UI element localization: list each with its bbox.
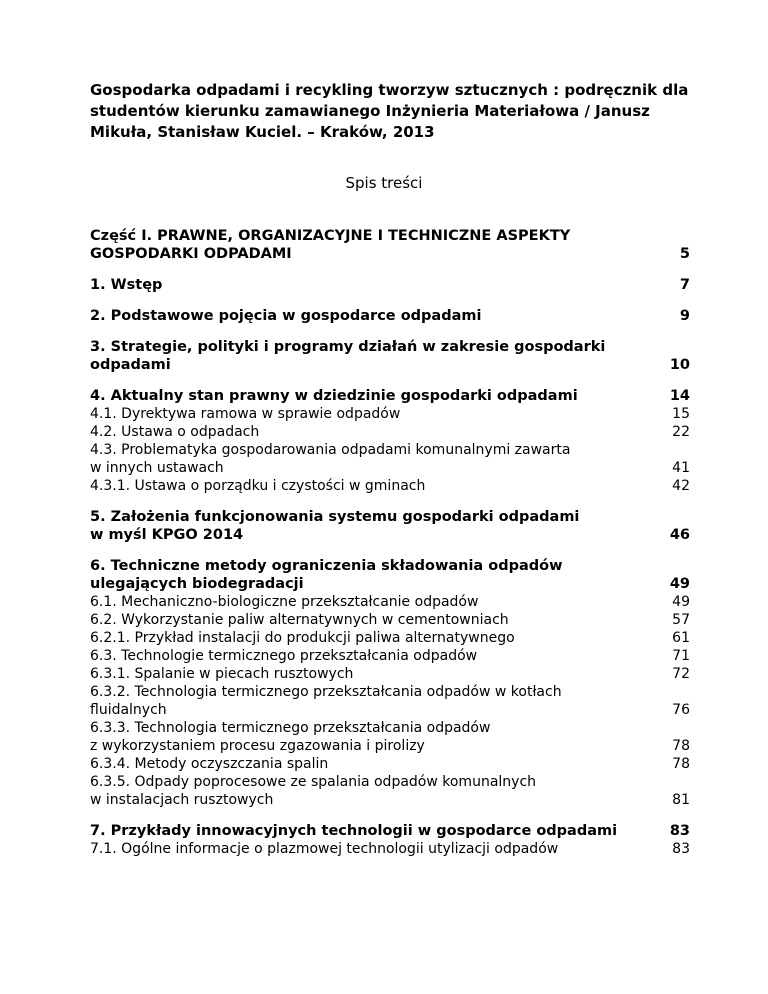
subsection-title-line: 6.2. Wykorzystanie paliw alternatywnych w cementowniach [90, 612, 509, 628]
bibliographic-line: Gospodarka odpadami i recykling tworzyw sztucznych : podręcznik dla [90, 81, 689, 99]
chapter-page-number: 10 [669, 357, 690, 373]
toc-entry [90, 307, 690, 325]
chapter-page-number: 46 [669, 527, 690, 543]
chapter-title-line: Część I. PRAWNE, ORGANIZACYJNE I TECHNICZNE ASPEKTY [90, 228, 571, 244]
toc-entry-pages [630, 508, 690, 544]
chapter-title-line: 2. Podstawowe pojęcia w gospodarce odpadami [90, 308, 482, 324]
toc-entry-titles [90, 227, 620, 263]
page-spacer [630, 227, 690, 245]
subsection-page-number: 81 [672, 792, 690, 808]
toc-entry-pages [630, 387, 690, 495]
chapter-page-number: 5 [679, 246, 690, 262]
toc-entry-titles [90, 338, 620, 374]
toc-entry-pages [630, 307, 690, 325]
chapter-title-line: 6. Techniczne metody ograniczenia składowania odpadów [90, 558, 563, 574]
chapter-page-number: 83 [669, 823, 690, 839]
toc-entry-titles [90, 387, 620, 495]
subsection-page-number: 57 [672, 612, 690, 628]
subsection-title-line: 7.1. Ogólne informacje o plazmowej technologii utylizacji odpadów [90, 841, 559, 857]
toc-entry [90, 557, 690, 809]
subsection-page-number: 71 [672, 648, 690, 664]
toc-entry-titles [90, 276, 620, 294]
subsection-page-number: 42 [672, 478, 690, 494]
toc-entry [90, 227, 690, 263]
subsection-title-line: 4.2. Ustawa o odpadach [90, 424, 260, 440]
subsection-page-number: 83 [672, 841, 690, 857]
toc-entry-pages [630, 338, 690, 374]
subsection-title-line: 4.3.1. Ustawa o porządku i czystości w gminach [90, 478, 426, 494]
toc-entry-titles [90, 822, 620, 858]
subsection-page-number: 72 [672, 666, 690, 682]
toc-entry [90, 508, 690, 544]
subsection-title-line: 6.3.3. Technologia termicznego przekształcania odpadów [90, 720, 491, 736]
page-spacer [630, 719, 690, 737]
toc-entry [90, 387, 690, 495]
chapter-page-number: 14 [669, 388, 690, 404]
subsection-title-line: w innych ustawach [90, 460, 224, 476]
subsection-title-line: 6.3.1. Spalanie w piecach rusztowych [90, 666, 354, 682]
subsection-title-line: w instalacjach rusztowych [90, 792, 274, 808]
subsection-page-number: 61 [672, 630, 690, 646]
toc-entry-titles [90, 508, 620, 544]
chapter-title-line: ulegających biodegradacji [90, 576, 304, 592]
bibliographic-note [90, 80, 690, 143]
subsection-title-line: 6.1. Mechaniczno-biologiczne przekształcanie odpadów [90, 594, 479, 610]
toc-entry-titles [90, 307, 620, 325]
subsection-page-number: 49 [672, 594, 690, 610]
chapter-title-line: 1. Wstęp [90, 277, 163, 293]
page-spacer [630, 441, 690, 459]
subsection-page-number: 78 [672, 756, 690, 772]
subsection-title-line: 6.2.1. Przykład instalacji do produkcji paliwa alternatywnego [90, 630, 515, 646]
subsection-title-line: 6.3.2. Technologia termicznego przekształcania odpadów w kotłach [90, 684, 562, 700]
toc-entry-pages [630, 276, 690, 294]
chapter-title-line: 3. Strategie, polityki i programy działań w zakresie gospodarki [90, 339, 606, 355]
page-spacer [630, 508, 690, 526]
subsection-page-number: 41 [672, 460, 690, 476]
toc-entry-titles [90, 557, 620, 809]
subsection-title-line: 4.1. Dyrektywa ramowa w sprawie odpadów [90, 406, 401, 422]
chapter-title-line: 4. Aktualny stan prawny w dziedzinie gospodarki odpadami [90, 388, 578, 404]
subsection-title-line: 6.3.5. Odpady poprocesowe ze spalania odpadów komunalnych [90, 774, 537, 790]
toc-entry-pages [630, 822, 690, 858]
subsection-page-number: 22 [672, 424, 690, 440]
subsection-title-line: z wykorzystaniem procesu zgazowania i pirolizy [90, 738, 425, 754]
page-spacer [630, 338, 690, 356]
table-of-contents [90, 227, 690, 871]
subsection-title-line: fluidalnych [90, 702, 167, 718]
toc-entry [90, 338, 690, 374]
chapter-page-number: 49 [669, 576, 690, 592]
toc-entry [90, 276, 690, 294]
page-spacer [630, 773, 690, 791]
chapter-page-number: 9 [679, 308, 690, 324]
subsection-title-line: 6.3. Technologie termicznego przekształcania odpadów [90, 648, 478, 664]
page-spacer [630, 557, 690, 575]
chapter-title-line: w myśl KPGO 2014 [90, 527, 244, 543]
chapter-page-number: 7 [679, 277, 690, 293]
chapter-title-line: odpadami [90, 357, 171, 373]
subsection-page-number: 76 [672, 702, 690, 718]
toc-entry [90, 822, 690, 858]
chapter-title-line: GOSPODARKI ODPADAMI [90, 246, 292, 262]
chapter-title-line: 5. Założenia funkcjonowania systemu gospodarki odpadami [90, 509, 580, 525]
subsection-title-line: 4.3. Problematyka gospodarowania odpadami komunalnymi zawarta [90, 442, 571, 458]
chapter-title-line: 7. Przykłady innowacyjnych technologii w gospodarce odpadami [90, 823, 618, 839]
toc-entry-pages [630, 557, 690, 809]
bibliographic-line: Mikuła, Stanisław Kuciel. – Kraków, 2013 [90, 123, 435, 141]
subsection-page-number: 15 [672, 406, 690, 422]
toc-entry-pages [630, 227, 690, 263]
page-spacer [630, 683, 690, 701]
subsection-page-number: 78 [672, 738, 690, 754]
bibliographic-line: studentów kierunku zamawianego Inżynieria Materiałowa / Janusz [90, 102, 650, 120]
toc-title: Spis treści [345, 174, 423, 192]
subsection-title-line: 6.3.4. Metody oczyszczania spalin [90, 756, 329, 772]
